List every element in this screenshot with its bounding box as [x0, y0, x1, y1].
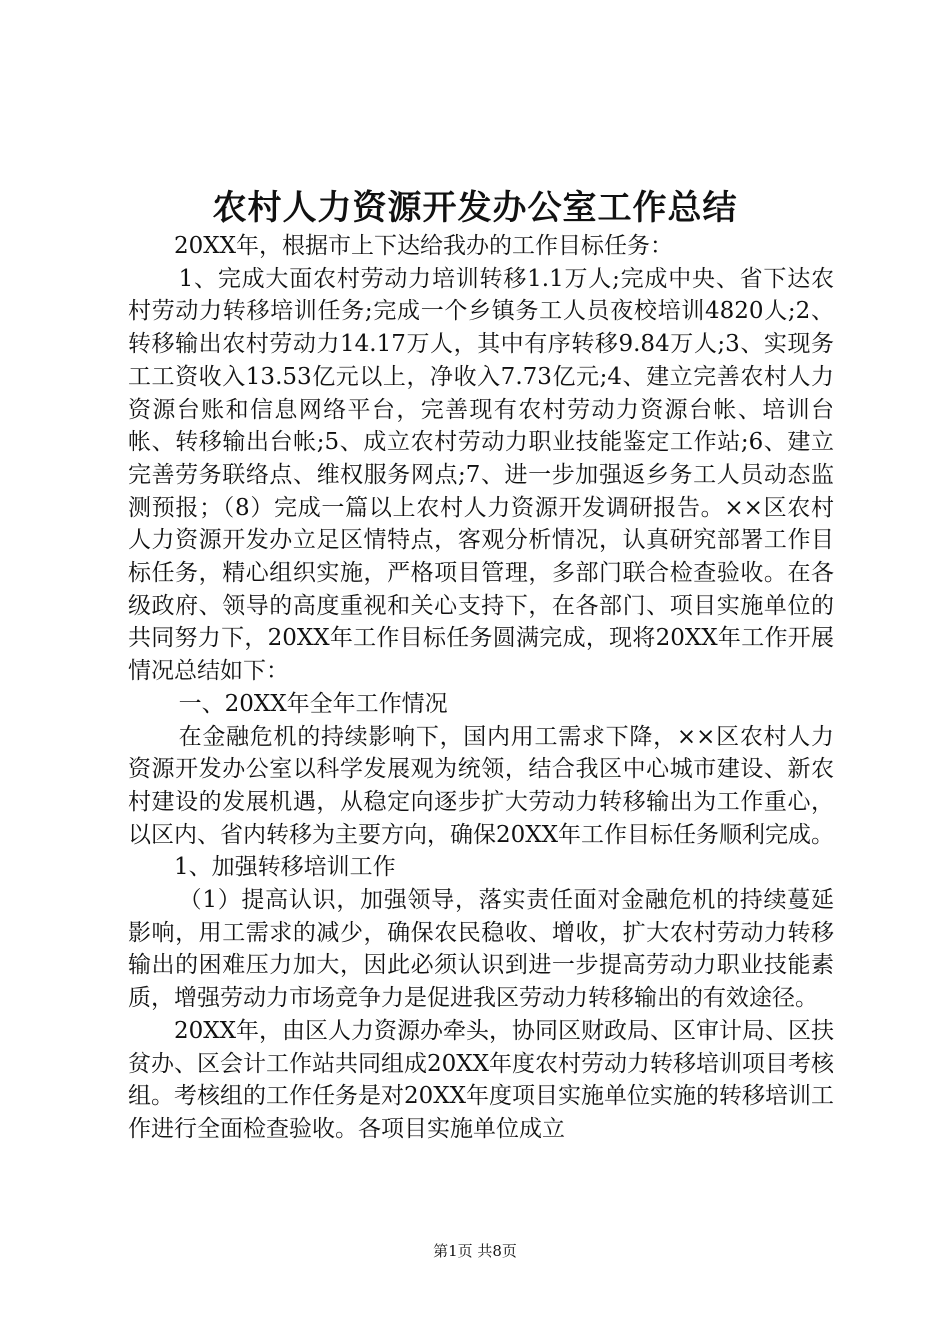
- paragraph-overview: 在金融危机的持续影响下，国内用工需求下降，××区农村人力资源开发办公室以科学发展观为统领，结合我区中心城市建设、新农村建设的发展机遇，从稳定向逐步扩大劳动力转移输出为工作重心，以区内、省内转移为主要方向，确保20XX年工作目标任务顺利完成。: [128, 723, 835, 848]
- paragraph-awareness: （1）提高认识，加强领导，落实责任面对金融危机的持续蔓延影响，用工需求的减少，确保农民稳收、增收，扩大农村劳动力转移输出的困难压力加大，因此必须认识到进一步提高劳动力职业技能素质，增强劳动力市场竞争力是促进我区劳动力转移输出的有效途径。: [128, 887, 834, 1012]
- paragraph-intro: 20XX年，根据市上下达给我办的工作目标任务：: [174, 233, 674, 259]
- paragraph-targets: 1、完成大面农村劳动力培训转移1.1万人;完成中央、省下达农村劳动力转移培训任务;完成一个乡镇务工人员夜校培训4820人;2、转移输出农村劳动力14.17万人，其中有序转移9.84万人;3、实现务工工资收入13.53亿元以上，净收入7.73亿元;4、建立完善农村人力资源台账和信息网络平台，完善现有农村劳动力资源台帐、培训台帐、转移输出台帐;5、成立农村劳动力职业技能鉴定工作站;6、建立完善劳务联络点、维权服务网点;7、进一步加强返乡务工人员动态监测预报；（8）完成一篇以上农村人力资源开发调研报告。××区农村人力资源开发办立足区情特点，客观分析情况，认真研究部署工作目标任务，精心组织实施，严格项目管理，多部门联合检查验收。在各级政府、领导的高度重视和关心支持下，在各部门、项目实施单位的共同努力下，20XX年工作目标任务圆满完成，现将20XX年工作开展情况总结如下：: [128, 265, 835, 685]
- section-heading-1: 一、20XX年全年工作情况: [178, 690, 448, 717]
- paragraph-assessment: 20XX年，由区人力资源办牵头，协同区财政局、区审计局、区扶贫办、区会计工作站共同组成20XX年度农村劳动力转移培训项目考核组。考核组的工作任务是对20XX年度项目实施单位实施的转移培训工作进行全面检查验收。各项目实施单位成立: [128, 1017, 835, 1142]
- document-body: [128, 230, 834, 1146]
- page-number: 第1页 共8页: [433, 1242, 517, 1260]
- document-title: 农村人力资源开发办公室工作总结: [212, 188, 738, 228]
- subsection-heading-1: 1、加强转移培训工作: [174, 854, 396, 881]
